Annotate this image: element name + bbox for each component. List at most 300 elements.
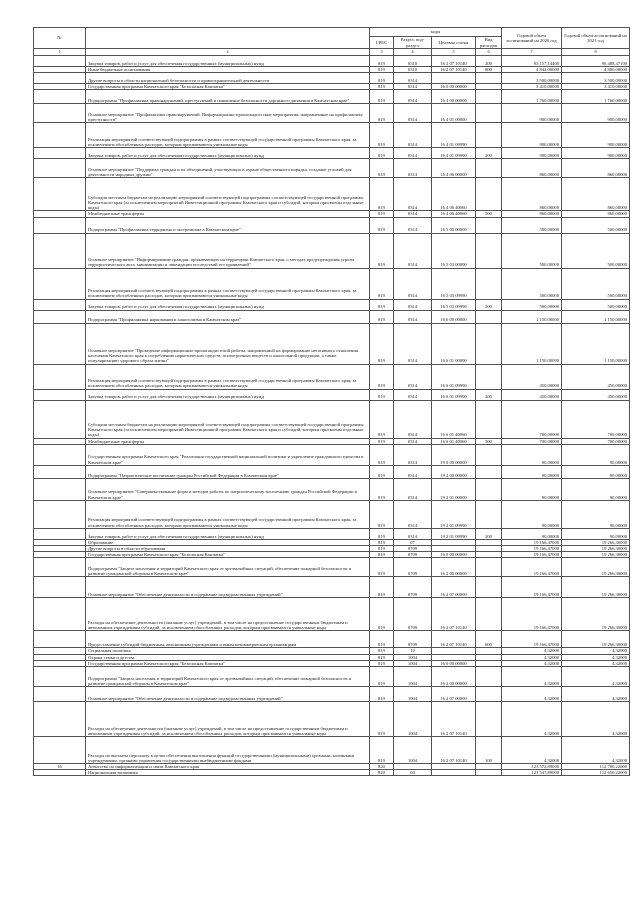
row-name: Подпрограмма "Патриотическое воспитание граждан Российской Федерации в Камчатском крае": [86, 465, 370, 478]
header-grbs: ГРБС: [370, 37, 394, 49]
row-amount-2020: 123 547,89000: [502, 770, 562, 776]
table-row: [34, 528, 630, 539]
row-section-code: 0709: [394, 552, 432, 558]
row-amount-2020: 500,00000: [502, 268, 562, 299]
row-number: [34, 737, 86, 764]
row-target-article: 16 6 01 40060: [432, 400, 476, 438]
row-grbs-code: 819: [370, 577, 394, 598]
row-name: Закупка товаров, работ и услуг для обеспечения государственных (муниципальных) нужд: [86, 528, 370, 539]
table-row: [34, 148, 630, 159]
row-target-article: 16 0 00 00000: [432, 660, 476, 666]
row-grbs-code: 819: [370, 438, 394, 444]
row-section-code: 0310: [394, 67, 432, 73]
row-number: [34, 123, 86, 148]
table-row: [34, 577, 630, 598]
row-expense-type: [476, 702, 502, 737]
row-target-article: 16 2 00 00000: [432, 667, 476, 687]
row-name: Основное мероприятие "Обеспечение деятельности и содержание подведомственных учреждений": [86, 577, 370, 598]
table-row: [34, 233, 630, 268]
row-name: Национальная экономика: [86, 770, 370, 776]
row-section-code: 07: [394, 539, 432, 545]
row-amount-2021: 19 266,30000: [562, 546, 630, 552]
row-section-code: 1004: [394, 660, 432, 666]
column-number: 6: [476, 49, 502, 56]
row-section-code: 0314: [394, 400, 432, 438]
row-target-article: 19 2 01 09990: [432, 528, 476, 539]
row-amount-2020: 4,32000: [502, 687, 562, 702]
row-amount-2021: 4,32000: [562, 654, 630, 660]
row-grbs-code: 819: [370, 364, 394, 389]
row-grbs-code: 819: [370, 654, 394, 660]
row-amount-2021: 1 150,00000: [562, 323, 630, 364]
row-expense-type: [476, 178, 502, 211]
column-number: 7: [502, 49, 562, 56]
row-name: Подпрограмма "Защита населения и территорий Камчатского края от чрезвычайных ситуаций, обеспечение пожарной безопасности и развитие гражданской обороны в Камчатском крае": [86, 558, 370, 577]
row-number: [34, 90, 86, 104]
row-expense-type: 200: [476, 299, 502, 310]
table-row: [34, 90, 630, 104]
row-name: Охрана семьи и детства: [86, 654, 370, 660]
row-grbs-code: 819: [370, 539, 394, 545]
row-name: Межбюджетные трансферты: [86, 211, 370, 217]
row-amount-2020: 4,32000: [502, 654, 562, 660]
row-amount-2020: 700,00000: [502, 438, 562, 444]
row-section-code: 0314: [394, 528, 432, 539]
row-amount-2021: 19 266,30000: [562, 577, 630, 598]
row-name: Социальная политика: [86, 648, 370, 654]
header-codes: коды: [370, 28, 502, 37]
row-section-code: 0314: [394, 104, 432, 123]
row-section-code: 10: [394, 648, 432, 654]
row-section-code: 1004: [394, 687, 432, 702]
table-row: [34, 770, 630, 776]
row-section-code: 0310: [394, 56, 432, 67]
row-amount-2021: 1 760,00000: [562, 90, 630, 104]
row-section-code: 0314: [394, 500, 432, 528]
row-expense-type: 600: [476, 631, 502, 648]
row-amount-2020: 700,00000: [502, 400, 562, 438]
row-number: [34, 577, 86, 598]
column-number: 5: [432, 49, 476, 56]
row-expense-type: [476, 323, 502, 364]
row-expense-type: [476, 577, 502, 598]
row-section-code: 0709: [394, 577, 432, 598]
row-amount-2020: 4,32000: [502, 702, 562, 737]
table-row: [34, 323, 630, 364]
row-target-article: 19 2 01 09990: [432, 500, 476, 528]
row-name: Подпрограмма "Профилактика наркомании и алкоголизма в Камчатском крае": [86, 310, 370, 323]
table-row: [34, 737, 630, 764]
row-number: [34, 500, 86, 528]
row-expense-type: [476, 770, 502, 776]
row-section-code: 0709: [394, 558, 432, 577]
row-amount-2021: 19 266,30000: [562, 558, 630, 577]
row-amount-2021: 500,00000: [562, 299, 630, 310]
row-amount-2021: 90,00000: [562, 478, 630, 500]
table-row: [34, 389, 630, 400]
row-grbs-code: 819: [370, 660, 394, 666]
row-target-article: 16 2 07 00000: [432, 687, 476, 702]
row-amount-2020: 450,00000: [502, 364, 562, 389]
table-row: [34, 123, 630, 148]
row-amount-2020: 19 166,47000: [502, 552, 562, 558]
row-amount-2020: 900,00000: [502, 148, 562, 159]
row-grbs-code: 819: [370, 90, 394, 104]
row-name: Государственная программа Камчатского края "Безопасная Камчатка": [86, 660, 370, 666]
row-target-article: 16 6 01 40060: [432, 438, 476, 444]
row-name: Государственная программа Камчатского края "Безопасная Камчатка": [86, 84, 370, 90]
row-section-code: 1004: [394, 667, 432, 687]
row-section-code: 0314: [394, 444, 432, 465]
row-number: [34, 400, 86, 438]
row-number: [34, 389, 86, 400]
table-row: [34, 667, 630, 687]
row-section-code: 0314: [394, 84, 432, 90]
row-section-code: 0314: [394, 233, 432, 268]
row-amount-2020: 4,32000: [502, 737, 562, 764]
row-target-article: 16 5 00 00000: [432, 217, 476, 233]
row-expense-type: [476, 123, 502, 148]
row-amount-2021: 700,00000: [562, 438, 630, 444]
row-name: Подпрограмма "Защита населения и территорий Камчатского края от чрезвычайных ситуаций, обеспечение пожарной безопасности и развитие гражданской обороны в Камчатском крае": [86, 667, 370, 687]
row-target-article: 16 5 03 00000: [432, 233, 476, 268]
row-grbs-code: 819: [370, 667, 394, 687]
row-amount-2020: 19 166,47000: [502, 577, 562, 598]
row-section-code: 0314: [394, 123, 432, 148]
row-grbs-code: 819: [370, 233, 394, 268]
row-expense-type: [476, 598, 502, 631]
row-name: Основное мероприятие "Профилактика правонарушений. Информационно-пропагандистские мероприятия, направленные на профилактику преступности": [86, 104, 370, 123]
row-expense-type: 100: [476, 737, 502, 764]
row-section-code: 0314: [394, 268, 432, 299]
row-grbs-code: 819: [370, 178, 394, 211]
row-amount-2021: 96 488,37100: [562, 56, 630, 67]
row-section-code: 0314: [394, 90, 432, 104]
row-amount-2020: 19 166,47000: [502, 546, 562, 552]
row-amount-2020: 860,00000: [502, 159, 562, 178]
row-amount-2020: 90,00000: [502, 500, 562, 528]
row-section-code: 0709: [394, 598, 432, 631]
row-expense-type: [476, 478, 502, 500]
row-target-article: 16 4 01 00000: [432, 104, 476, 123]
table-row: [34, 478, 630, 500]
row-expense-type: 200: [476, 389, 502, 400]
row-amount-2020: 500,00000: [502, 299, 562, 310]
row-grbs-code: 819: [370, 310, 394, 323]
row-name: Расходы на выплаты персоналу в целях обеспечения выполнения функций государственными (муниципальными) органами, казенными учреждениями, органами управления государственными внебюджетными фондами: [86, 737, 370, 764]
row-amount-2021: 112 780,22000: [562, 764, 630, 770]
table-row: [34, 310, 630, 323]
row-number: [34, 364, 86, 389]
row-target-article: 16 2 07 10140: [432, 737, 476, 764]
row-amount-2020: 900,00000: [502, 104, 562, 123]
row-target-article: 16 5 03 09990: [432, 299, 476, 310]
header-expense-type: Вид расходов: [476, 37, 502, 49]
row-number: [34, 770, 86, 776]
row-amount-2021: 500,00000: [562, 217, 630, 233]
row-number: [34, 233, 86, 268]
row-amount-2020: 123 572,89000: [502, 764, 562, 770]
row-grbs-code: 819: [370, 217, 394, 233]
row-amount-2021: 4,32000: [562, 687, 630, 702]
row-number: [34, 178, 86, 211]
row-amount-2021: 900,00000: [562, 148, 630, 159]
row-target-article: 16 6 01 09990: [432, 389, 476, 400]
row-grbs-code: 819: [370, 500, 394, 528]
row-section-code: 0314: [394, 465, 432, 478]
row-grbs-code: 819: [370, 159, 394, 178]
row-section-code: 1004: [394, 737, 432, 764]
row-name: Основное мероприятие "Информирование граждан, проживающих на территории Камчатского края, о методах предупреждения угрозы террористического акта, минимизации и ликвидации последствий его проявлений": [86, 233, 370, 268]
row-amount-2020: 90,00000: [502, 465, 562, 478]
row-expense-type: 500: [476, 211, 502, 217]
table-row: [34, 631, 630, 648]
row-number: [34, 598, 86, 631]
row-expense-type: [476, 104, 502, 123]
row-number: [34, 104, 86, 123]
row-expense-type: [476, 73, 502, 84]
row-name: Межбюджетные трансферты: [86, 438, 370, 444]
header-target-article: Целевая статья: [432, 37, 476, 49]
row-target-article: 16 0 00 00000: [432, 84, 476, 90]
row-grbs-code: 819: [370, 598, 394, 631]
row-amount-2021: 19 266,30000: [562, 598, 630, 631]
table-row: [34, 702, 630, 737]
row-name: Другие вопросы в области образования: [86, 546, 370, 552]
row-grbs-code: 819: [370, 148, 394, 159]
row-name: Основное мероприятие "Поддержка граждан и их объединений, участвующих в охране общественного порядка, создание условий для деятельности народных дружин": [86, 159, 370, 178]
row-section-code: 0314: [394, 211, 432, 217]
column-number: 2: [86, 49, 370, 56]
row-number: [34, 299, 86, 310]
row-amount-2020: 500,00000: [502, 233, 562, 268]
table-row: [34, 178, 630, 211]
row-number: [34, 73, 86, 84]
row-name: Государственная программа Камчатского края "Безопасная Камчатка": [86, 552, 370, 558]
table-row: [34, 444, 630, 465]
row-amount-2021: 19 266,30000: [562, 631, 630, 648]
row-grbs-code: 819: [370, 648, 394, 654]
header-number: №: [34, 28, 86, 49]
row-amount-2020: 860,00000: [502, 178, 562, 211]
row-number: [34, 478, 86, 500]
row-target-article: 19 2 01 00000: [432, 478, 476, 500]
column-number: 3: [370, 49, 394, 56]
row-grbs-code: 819: [370, 687, 394, 702]
row-expense-type: [476, 558, 502, 577]
row-target-article: 16 4 06 40060: [432, 178, 476, 211]
row-amount-2020: 90,00000: [502, 528, 562, 539]
row-amount-2020: 4,32000: [502, 667, 562, 687]
row-amount-2020: 500,00000: [502, 217, 562, 233]
row-amount-2021: 450,00000: [562, 364, 630, 389]
row-section-code: 1004: [394, 702, 432, 737]
row-amount-2021: 860,00000: [562, 178, 630, 211]
header-razdel: Раздел, под-раздел: [394, 37, 432, 49]
row-amount-2020: 90,00000: [502, 478, 562, 500]
table-row: [34, 104, 630, 123]
row-number: [34, 444, 86, 465]
row-amount-2021: 4,32000: [562, 660, 630, 666]
row-amount-2020: 3 410,00000: [502, 84, 562, 90]
row-target-article: 16 0 00 00000: [432, 552, 476, 558]
row-grbs-code: 819: [370, 211, 394, 217]
column-number-row: [34, 49, 630, 56]
row-amount-2021: 3 410,00000: [562, 84, 630, 90]
row-expense-type: [476, 400, 502, 438]
row-target-article: 16 2 07 10140: [432, 67, 476, 73]
row-grbs-code: 819: [370, 268, 394, 299]
row-amount-2021: 90,00000: [562, 465, 630, 478]
row-amount-2021: 4,32000: [562, 702, 630, 737]
row-expense-type: 800: [476, 67, 502, 73]
row-number: 16: [34, 764, 86, 770]
table-row: [34, 465, 630, 478]
row-target-article: 16 2 07 10140: [432, 702, 476, 737]
row-name: Агентство по информатизации и связи Камчатского края: [86, 764, 370, 770]
row-name: Субсидии местным бюджетам на реализацию мероприятий соответствующей подпрограммы соответствующей государственной программы Камчатского края (за исключением мероприятий Инвестиционной программы Камчатского края и субсидий, которым присвоены отдельные коды): [86, 400, 370, 438]
row-section-code: 04: [394, 770, 432, 776]
row-amount-2020: 1 760,00000: [502, 90, 562, 104]
row-expense-type: [476, 159, 502, 178]
row-grbs-code: 819: [370, 444, 394, 465]
row-target-article: 16 5 03 09990: [432, 268, 476, 299]
row-target-article: 16 4 06 00000: [432, 159, 476, 178]
row-name: Государственная программа Камчатского края "Реализация государственной национальной политики и укрепление гражданского единства в Камчатском крае": [86, 444, 370, 465]
row-amount-2021: 4,32000: [562, 667, 630, 687]
row-target-article: 16 2 00 00000: [432, 558, 476, 577]
column-number: 8: [562, 49, 630, 56]
table-row: [34, 217, 630, 233]
row-number: [34, 528, 86, 539]
row-number: [34, 631, 86, 648]
row-number: [34, 56, 86, 67]
row-target-article: [432, 770, 476, 776]
row-grbs-code: 819: [370, 702, 394, 737]
row-section-code: 0314: [394, 148, 432, 159]
row-grbs-code: 820: [370, 764, 394, 770]
row-name: Реализация мероприятий соответствующей подпрограммы в рамках соответствующей государственной программы Камчатского края, за исключением обособленных расходов, которым присваиваются уникальные коды: [86, 123, 370, 148]
row-section-code: 0709: [394, 631, 432, 648]
row-grbs-code: 819: [370, 299, 394, 310]
row-amount-2021: 1 150,00000: [562, 310, 630, 323]
row-grbs-code: 819: [370, 737, 394, 764]
row-amount-2020: 860,00000: [502, 211, 562, 217]
row-target-article: 16 2 07 10140: [432, 598, 476, 631]
row-expense-type: [476, 233, 502, 268]
row-amount-2020: 4 842,00000: [502, 67, 562, 73]
row-amount-2021: 4,32000: [562, 737, 630, 764]
table-row: [34, 73, 630, 84]
row-expense-type: [476, 465, 502, 478]
row-name: Расходы на обеспечение деятельности (оказание услуг) учреждений, в том числе на предоставление государственным бюджетным и автономным учреждениям субсидий, за исключением обособленных расходов, которым присваиваются уникальные коды: [86, 702, 370, 737]
row-grbs-code: 819: [370, 400, 394, 438]
row-number: [34, 217, 86, 233]
row-grbs-code: 819: [370, 546, 394, 552]
row-amount-2020: 93 157,14400: [502, 56, 562, 67]
row-target-article: 19 0 00 00000: [432, 444, 476, 465]
row-number: [34, 687, 86, 702]
row-amount-2020: 19 166,47000: [502, 539, 562, 545]
budget-table-body: [34, 56, 630, 776]
row-target-article: 16 4 01 09990: [432, 123, 476, 148]
row-amount-2021: 19 266,30000: [562, 552, 630, 558]
row-expense-type: [476, 268, 502, 299]
row-amount-2021: 900,00000: [562, 104, 630, 123]
row-grbs-code: 819: [370, 631, 394, 648]
row-name: Образование: [86, 539, 370, 545]
row-expense-type: 200: [476, 148, 502, 159]
row-number: [34, 558, 86, 577]
row-target-article: 16 6 01 00000: [432, 323, 476, 364]
row-section-code: 0314: [394, 438, 432, 444]
row-amount-2021: 450,00000: [562, 389, 630, 400]
table-row: [34, 268, 630, 299]
row-name: Другие вопросы в области национальной безопасности и правоохранительной деятельности: [86, 73, 370, 84]
column-number: 1: [34, 49, 86, 56]
row-grbs-code: 819: [370, 465, 394, 478]
row-expense-type: [476, 500, 502, 528]
row-number: [34, 268, 86, 299]
row-number: [34, 310, 86, 323]
row-number: [34, 148, 86, 159]
row-number: [34, 465, 86, 478]
row-amount-2021: 112 650,22000: [562, 770, 630, 776]
row-section-code: 0709: [394, 546, 432, 552]
row-name: Основное мероприятие "Проведение информационно-пропагандистской работы, направленной на формирование негативного отношения населения Камчатского края к потреблению наркотических средств, психотропных веществ и алкогольной продукции, а также популяризацию здорового образа жизни": [86, 323, 370, 364]
row-grbs-code: 819: [370, 73, 394, 84]
row-target-article: 19 2 00 00000: [432, 465, 476, 478]
table-row: [34, 558, 630, 577]
row-target-article: 16 2 07 10140: [432, 631, 476, 648]
row-name: Расходы на обеспечение деятельности (оказание услуг) учреждений, в том числе на предоставление государственным бюджетным и автономным учреждениям субсидий, за исключением обособленных расходов, которым присваиваются уникальные коды: [86, 598, 370, 631]
row-section-code: 0314: [394, 299, 432, 310]
row-name: Иные бюджетные ассигнования: [86, 67, 370, 73]
row-amount-2020: 900,00000: [502, 123, 562, 148]
row-amount-2021: 4,32000: [562, 648, 630, 654]
row-number: [34, 702, 86, 737]
row-expense-type: 500: [476, 438, 502, 444]
table-row: [34, 500, 630, 528]
row-section-code: 0314: [394, 364, 432, 389]
row-grbs-code: 819: [370, 123, 394, 148]
row-expense-type: 200: [476, 528, 502, 539]
budget-document-page: [33, 27, 629, 776]
row-name: Подпрограмма "Профилактика правонарушений, преступлений и повышение безопасности дорожного движения в Камчатском крае": [86, 90, 370, 104]
table-row: [34, 364, 630, 389]
table-row: [34, 598, 630, 631]
row-name: Основное мероприятие "Совершенствование форм и методов работы по патриотическому воспитанию граждан Российской Федерации в Камчатском крае": [86, 478, 370, 500]
row-name: Предоставление субсидий бюджетным, автономным учреждениям и иным некоммерческим организациям: [86, 631, 370, 648]
row-name: Закупка товаров, работ и услуг для обеспечения государственных (муниципальных) нужд: [86, 389, 370, 400]
row-number: [34, 667, 86, 687]
row-grbs-code: 819: [370, 528, 394, 539]
table-row: [34, 687, 630, 702]
row-target-article: [432, 73, 476, 84]
row-amount-2020: 1 150,00000: [502, 323, 562, 364]
row-expense-type: [476, 687, 502, 702]
row-section-code: 0314: [394, 73, 432, 84]
column-number: 4: [394, 49, 432, 56]
row-section-code: 1004: [394, 654, 432, 660]
row-amount-2021: 4 800,00000: [562, 67, 630, 73]
row-grbs-code: 819: [370, 104, 394, 123]
table-row: [34, 299, 630, 310]
row-target-article: 16 4 00 00000: [432, 90, 476, 104]
row-target-article: 16 6 01 09990: [432, 364, 476, 389]
row-amount-2020: 19 166,47000: [502, 631, 562, 648]
row-amount-2021: 860,00000: [562, 211, 630, 217]
